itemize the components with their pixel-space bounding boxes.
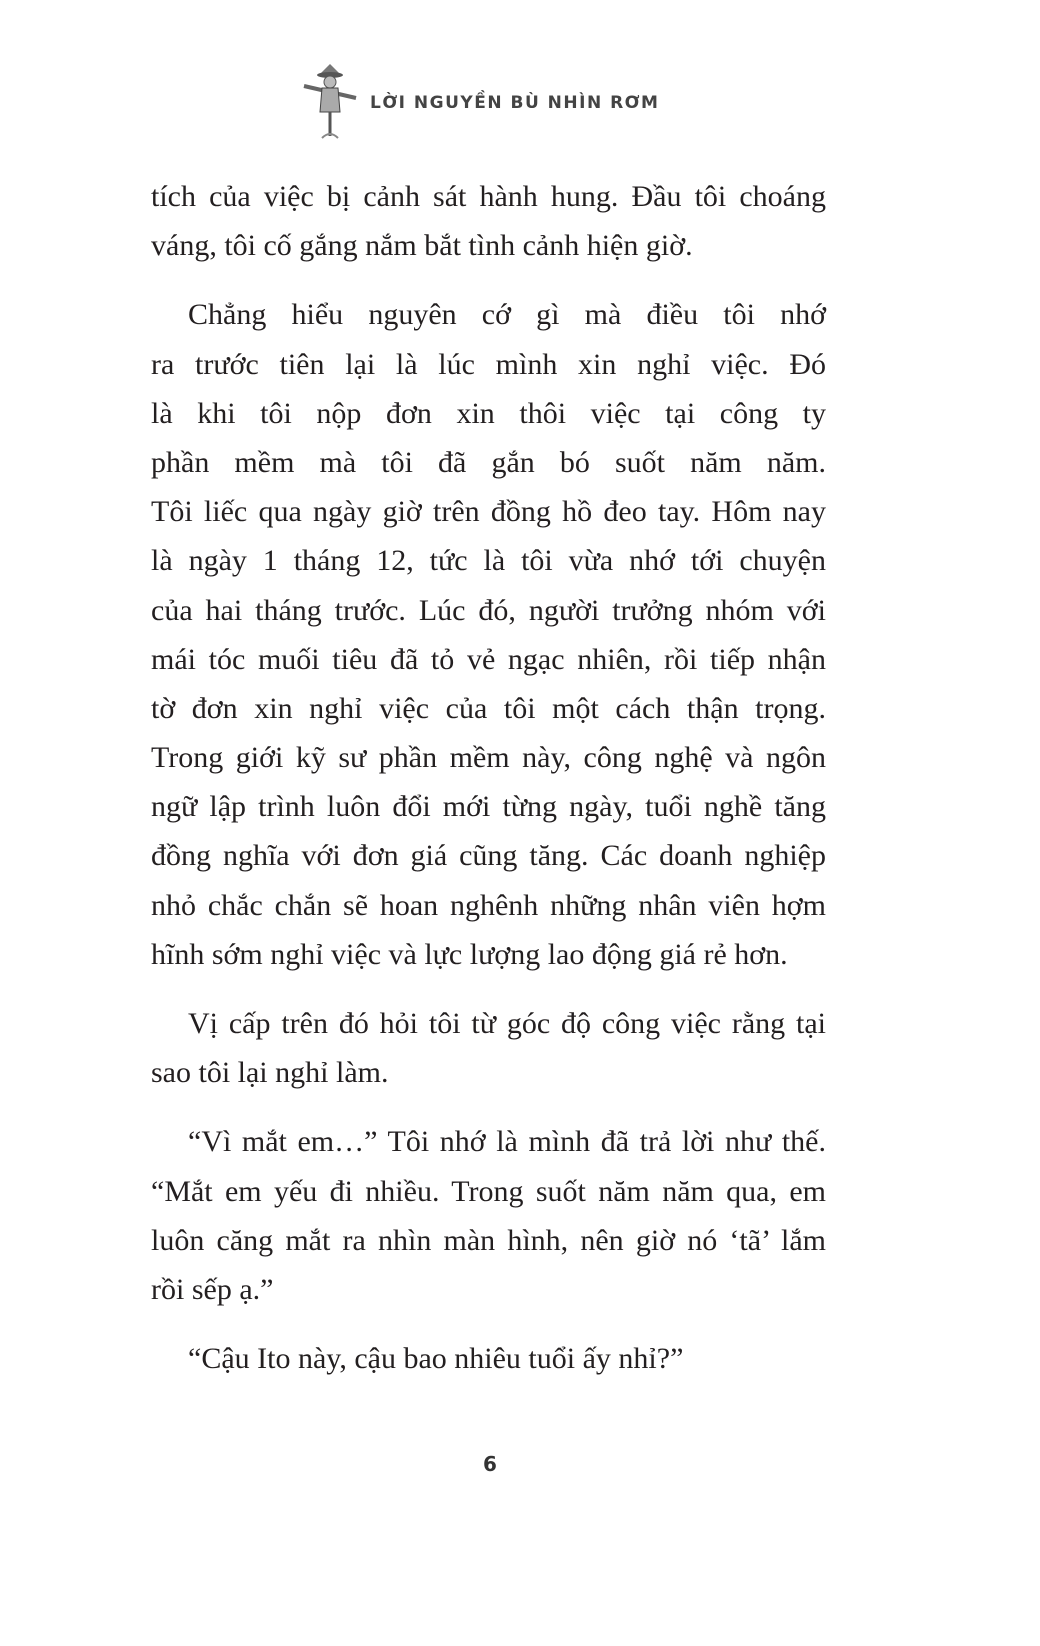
text-line: luôn căng mắt ra nhìn màn hình, nên giờ nó ‘tã’ lắm: [151, 1223, 826, 1257]
paragraph: [151, 290, 826, 979]
page-number: 6: [483, 1452, 497, 1476]
text-line: “Vì mắt em…” Tôi nhớ là mình đã trả lời như thế.: [188, 1125, 826, 1159]
paragraph: [151, 172, 826, 270]
text-line: phần mềm mà tôi đã gắn bó suốt năm năm.: [151, 445, 826, 479]
text-line: ra trước tiên lại là lúc mình xin nghỉ việc. Đó: [151, 347, 826, 381]
text-line: “Mắt em yếu đi nhiều. Trong suốt năm năm qua, em: [151, 1174, 826, 1208]
paragraph: [151, 1334, 826, 1383]
text-line: rồi sếp ạ.”: [151, 1272, 274, 1306]
scarecrow-illustration-icon: [300, 60, 360, 140]
text-line: Trong giới kỹ sư phần mềm này, công nghệ và ngôn: [151, 741, 826, 775]
running-title: LỜI NGUYỀN BÙ NHÌN RƠM: [370, 93, 660, 113]
text-line: hĩnh sớm nghỉ việc và lực lượng lao động giá rẻ hơn.: [151, 937, 788, 971]
text-line: Tôi liếc qua ngày giờ trên đồng hồ đeo tay. Hôm nay: [151, 495, 826, 529]
body-text: [151, 172, 826, 1403]
text-line: tích của việc bị cảnh sát hành hung. Đầu tôi choáng: [151, 180, 826, 213]
text-line: tờ đơn xin nghỉ việc của tôi một cách thận trọng.: [151, 691, 826, 725]
text-line: của hai tháng trước. Lúc đó, người trưởng nhóm với: [151, 593, 826, 627]
text-line: “Cậu Ito này, cậu bao nhiêu tuổi ấy nhỉ?”: [188, 1342, 684, 1376]
text-line: là khi tôi nộp đơn xin thôi việc tại công ty: [151, 396, 826, 430]
text-line: Chẳng hiểu nguyên cớ gì mà điều tôi nhớ: [188, 298, 826, 332]
text-line: đồng nghĩa với đơn giá cũng tăng. Các doanh nghiệp: [151, 839, 826, 873]
text-line: váng, tôi cố gắng nắm bắt tình cảnh hiện giờ.: [151, 229, 693, 263]
text-line: ngữ lập trình luôn đổi mới từng ngày, tuổi nghề tăng: [151, 790, 826, 824]
running-header: [300, 60, 659, 140]
text-line: nhỏ chắc chắn sẽ hoan nghênh những nhân viên hợm: [151, 888, 826, 922]
paragraph: [151, 999, 826, 1097]
text-line: sao tôi lại nghỉ làm.: [151, 1056, 389, 1090]
text-line: Vị cấp trên đó hỏi tôi từ góc độ công việc rằng tại: [188, 1007, 826, 1040]
text-line: là ngày 1 tháng 12, tức là tôi vừa nhớ tới chuyện: [151, 544, 826, 578]
text-line: mái tóc muối tiêu đã tỏ vẻ ngạc nhiên, rồi tiếp nhận: [151, 642, 826, 676]
paragraph: [151, 1117, 826, 1314]
